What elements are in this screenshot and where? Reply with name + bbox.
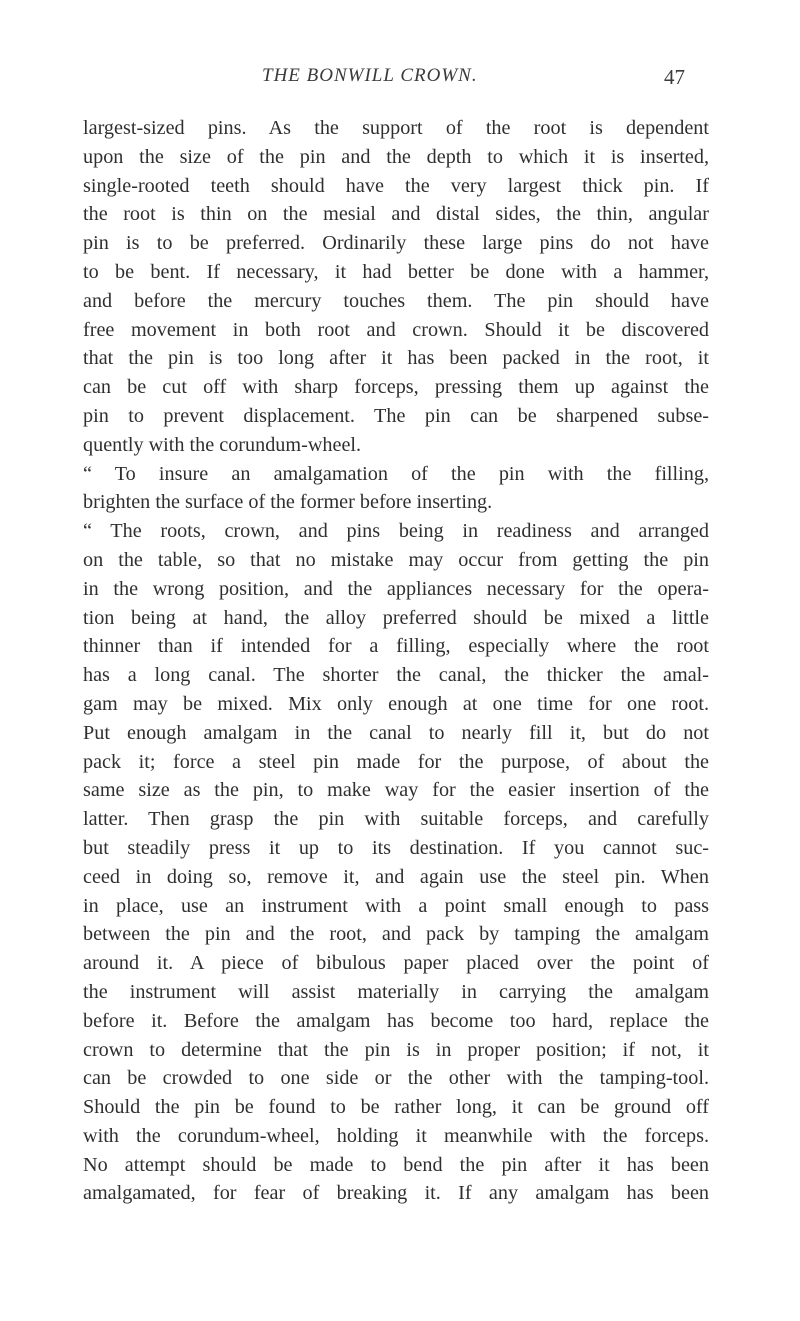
text-line: in the wrong position, and the appliances necessary for the opera- — [83, 577, 709, 600]
text-line: largest-sized pins. As the support of the root is dependent — [83, 117, 709, 139]
text-line: crown to determine that the pin is in proper position; if not, it — [83, 1038, 709, 1061]
text-line: pack it; force a steel pin made for the purpose, of about the — [83, 750, 709, 773]
text-line: on the table, so that no mistake may occur from getting the pin — [83, 548, 709, 571]
text-line: gam may be mixed. Mix only enough at one time for one root. — [83, 692, 709, 715]
text-line: has a long canal. The shorter the canal, the thicker the amal- — [83, 664, 709, 687]
text-line: brighten the surface of the former before inserting. — [83, 491, 493, 514]
text-line: the instrument will assist materially in carrying the amalgam — [83, 980, 709, 1003]
running-title: THE BONWILL CROWN. — [262, 65, 478, 86]
text-line: ceed in doing so, remove it, and again use the steel pin. When — [83, 865, 709, 888]
text-line: “ The roots, crown, and pins being in readiness and arranged — [83, 520, 709, 543]
text-line: upon the size of the pin and the depth to which it is inserted, — [83, 145, 709, 168]
text-line: can be crowded to one side or the other with the tamping-tool. — [83, 1067, 709, 1090]
text-line: that the pin is too long after it has been packed in the root, it — [83, 347, 709, 370]
text-line: quently with the corundum-wheel. — [83, 433, 362, 456]
text-line: thinner than if intended for a filling, especially where the root — [83, 635, 709, 658]
text-line: Put enough amalgam in the canal to nearly fill it, but do not — [83, 721, 709, 744]
text-line: Should the pin be found to be rather long, it can be ground off — [83, 1096, 709, 1119]
text-line: but steadily press it up to its destination. If you cannot suc- — [83, 836, 709, 859]
text-line: single-rooted teeth should have the very largest thick pin. If — [83, 174, 709, 197]
text-line: amalgamated, for fear of breaking it. If any amalgam has been — [83, 1182, 709, 1205]
text-line: can be cut off with sharp forceps, pressing them up against the — [83, 376, 709, 399]
text-line: pin is to be preferred. Ordinarily these large pins do not have — [83, 232, 709, 255]
text-line: tion being at hand, the alloy preferred should be mixed a little — [83, 606, 709, 629]
text-line: No attempt should be made to bend the pin after it has been — [83, 1153, 709, 1176]
text-line: in place, use an instrument with a point small enough to pass — [83, 894, 709, 917]
text-line: free movement in both root and crown. Should it be discovered — [83, 318, 709, 341]
body-text — [83, 114, 709, 1208]
page-number: 47 — [664, 65, 685, 89]
text-line: the root is thin on the mesial and distal sides, the thin, angular — [83, 203, 709, 226]
text-line: with the corundum-wheel, holding it meanwhile with the forceps. — [83, 1124, 709, 1147]
text-line: before it. Before the amalgam has become too hard, replace the — [83, 1009, 709, 1032]
text-line: between the pin and the root, and pack by tamping the amalgam — [83, 923, 709, 946]
text-line: to be bent. If necessary, it had better be done with a hammer, — [83, 260, 709, 283]
text-line: around it. A piece of bibulous paper placed over the point of — [83, 952, 709, 975]
text-line: pin to prevent displacement. The pin can be sharpened subse- — [83, 404, 709, 427]
running-head — [0, 65, 800, 95]
text-line: “ To insure an amalgamation of the pin with the filling, — [83, 462, 709, 485]
text-line: same size as the pin, to make way for the easier insertion of the — [83, 779, 709, 802]
text-line: latter. Then grasp the pin with suitable forceps, and carefully — [83, 808, 709, 831]
text-line: and before the mercury touches them. The pin should have — [83, 289, 709, 312]
